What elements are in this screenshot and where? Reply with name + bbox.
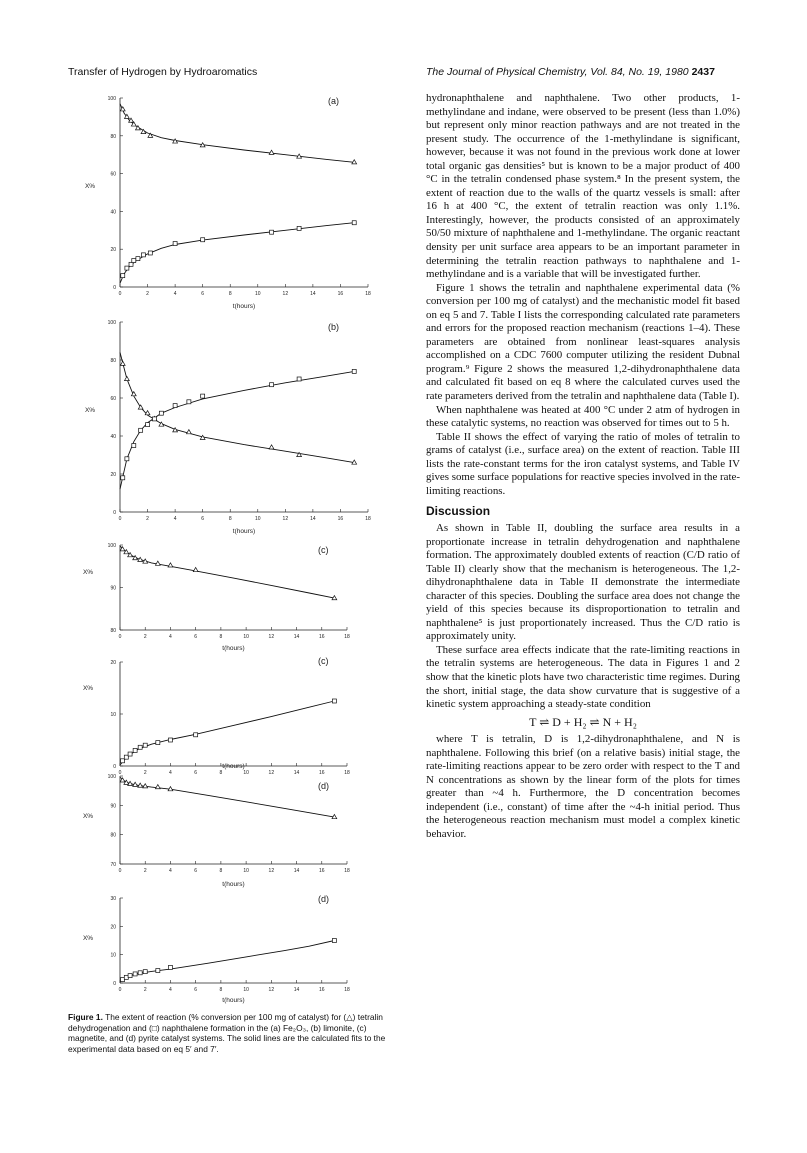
tetralin-point (124, 376, 129, 380)
x-tick-label: 8 (219, 868, 223, 874)
x-tick-label: 8 (219, 770, 223, 776)
paragraph-6: These surface area effects indicate that the rate-limiting reactions in the tetralin systems are heterogeneous. The data in Figures 1 and 2 show that the kinetic plots have two characteristic time regimes. During the short, initial stage, the data show curvature that is suggestive of a kinetic system approaching a steady-state condition (426, 643, 740, 711)
x-tick-label: 0 (118, 516, 122, 522)
naphthalene-point (133, 972, 137, 976)
tetralin-point (186, 430, 191, 434)
x-tick-label: 8 (228, 291, 232, 297)
fit-line-square (120, 371, 354, 489)
panel-label: (d) (318, 894, 329, 904)
x-tick-label: 18 (344, 634, 350, 640)
x-tick-label: 2 (143, 634, 147, 640)
naphthalene-point (332, 699, 336, 703)
y-tick-label: 100 (107, 543, 116, 549)
x-tick-label: 4 (169, 770, 172, 776)
chart-panel-3 (83, 543, 350, 652)
section-heading-discussion: Discussion (426, 504, 491, 519)
x-tick-label: 6 (194, 868, 198, 874)
naphthalene-point (121, 759, 125, 763)
naphthalene-point (332, 939, 336, 943)
x-tick-label: 12 (282, 291, 289, 297)
x-tick-label: 10 (243, 987, 249, 993)
naphthalene-point (168, 738, 172, 742)
x-tick-label: 14 (293, 770, 300, 776)
y-tick-label: 10 (110, 952, 116, 959)
naphthalene-point (152, 417, 156, 421)
tetralin-point (269, 150, 274, 154)
x-tick-label: 16 (318, 770, 325, 776)
naphthalene-point (168, 965, 172, 969)
paragraph-4: Table II shows the effect of varying the ratio of moles of tetralin to grams of catalyst (i.e., surface area) on the extent of reaction. Table III lists the rate-constant terms for the iron catalyst systems, and Table IV gives some surface populations for reactive species involved in the rate-limiting reactions. (426, 430, 740, 497)
y-axis-title: X% (82, 685, 94, 692)
naphthalene-point (187, 400, 191, 404)
naphthalene-point (194, 733, 198, 737)
y-tick-label: 20 (110, 660, 116, 666)
x-tick-label: 6 (201, 291, 205, 297)
naphthalene-point (270, 230, 274, 234)
naphthalene-point (201, 238, 205, 242)
x-tick-label: 16 (318, 634, 325, 640)
naphthalene-point (138, 745, 142, 749)
x-tick-label: 12 (268, 634, 275, 640)
naphthalene-point (121, 274, 125, 278)
panel-label: (c) (318, 656, 329, 666)
tetralin-point (138, 557, 143, 561)
naphthalene-point (297, 226, 301, 230)
x-tick-label: 14 (310, 516, 316, 522)
tetralin-point (168, 563, 173, 567)
y-tick-label: 100 (107, 320, 116, 326)
y-tick-label: 60 (110, 396, 116, 402)
running-header-left: Transfer of Hydrogen by Hydroaromatics (68, 66, 258, 78)
x-tick-label: 14 (293, 987, 300, 993)
y-tick-label: 30 (110, 896, 116, 902)
y-tick-label: 40 (110, 434, 116, 440)
x-tick-label: 2 (143, 868, 147, 874)
tetralin-point (155, 561, 160, 565)
naphthalene-point (124, 975, 128, 979)
x-tick-label: 12 (268, 770, 275, 776)
y-tick-label: 0 (113, 764, 116, 770)
naphthalene-point (146, 423, 150, 427)
x-axis-title: t(hours) (222, 763, 245, 770)
x-tick-label: 2 (143, 770, 147, 776)
x-tick-label: 12 (268, 868, 275, 874)
naphthalene-point (125, 266, 129, 270)
x-tick-label: 4 (173, 516, 177, 522)
naphthalene-point (125, 457, 129, 461)
y-axis-title: X% (82, 935, 94, 942)
x-tick-label: 16 (318, 987, 325, 993)
tetralin-point (148, 133, 153, 137)
y-tick-label: 60 (110, 171, 116, 178)
chart-panel-1 (85, 96, 371, 310)
x-tick-label: 4 (169, 868, 172, 874)
tetralin-point (155, 785, 160, 789)
x-tick-label: 16 (337, 516, 344, 522)
x-tick-label: 10 (243, 868, 249, 874)
tetralin-point (193, 567, 198, 571)
fit-line-square (120, 701, 334, 765)
y-tick-label: 20 (110, 472, 116, 478)
x-tick-label: 18 (365, 291, 371, 297)
y-tick-label: 70 (110, 862, 116, 868)
y-tick-label: 90 (110, 585, 116, 592)
paragraph-2: Figure 1 shows the tetralin and naphthalene experimental data (% conversion per 100 mg of catalyst) and the mechanistic model fit based on eq 5 and 7. Table I lists the corresponding calculated rate parameters and errors for the proposed reaction mechanism (reactions 1–4). These parameters are obtained from nonlinear least-squares analysis accomplished on a CDC 7600 computer utilizing the resident Dubnal program.⁹ Figure 2 shows the measured 1,2-dihydronaphthalene data and calculated fit based on eq 8 where the calculated curves used the rate parameters derived from the tetralin and naphthalene data (Table I). (426, 281, 740, 403)
page-number: 2437 (691, 66, 715, 78)
fit-line-triangle (120, 352, 354, 462)
fit-line-square (120, 223, 354, 284)
naphthalene-point (139, 428, 143, 432)
x-tick-label: 6 (201, 516, 205, 522)
naphthalene-point (297, 377, 301, 381)
y-tick-label: 100 (107, 96, 116, 102)
figure-label: Figure 1. (68, 1012, 103, 1022)
naphthalene-point (121, 978, 125, 982)
naphthalene-point (138, 971, 142, 975)
x-tick-label: 4 (169, 987, 172, 993)
body-text-column (426, 92, 740, 842)
naphthalene-point (132, 444, 136, 448)
y-axis-title: X% (82, 813, 94, 820)
x-axis-title: t(hours) (222, 881, 245, 888)
x-tick-label: 14 (293, 634, 300, 640)
x-tick-label: 2 (146, 291, 149, 297)
chart-panel-5 (83, 774, 350, 888)
y-tick-label: 80 (110, 133, 116, 140)
x-tick-label: 12 (282, 516, 289, 522)
x-tick-label: 14 (293, 868, 300, 874)
naphthalene-point (173, 404, 177, 408)
naphthalene-point (129, 262, 133, 266)
naphthalene-point (136, 257, 140, 261)
fit-line-triangle (120, 546, 334, 598)
tetralin-point (120, 361, 125, 365)
x-tick-label: 0 (118, 987, 122, 993)
y-axis-title: X% (82, 569, 94, 576)
x-tick-label: 12 (268, 987, 275, 993)
x-tick-label: 6 (194, 987, 198, 993)
naphthalene-point (201, 394, 205, 398)
naphthalene-point (133, 748, 137, 752)
x-tick-label: 16 (337, 291, 344, 297)
panel-label: (d) (318, 781, 329, 791)
x-tick-label: 8 (228, 516, 232, 522)
x-tick-label: 14 (310, 291, 316, 297)
y-tick-label: 90 (110, 803, 116, 810)
naphthalene-point (143, 743, 147, 747)
y-tick-label: 20 (110, 247, 116, 254)
x-tick-label: 10 (243, 770, 249, 776)
paragraph-1: hydronaphthalene and naphthalene. Two other products, 1-methylindane and indane, were observed to be present (less than 1.0%) but represent only minor reaction pathways and are not treated in the present study. The occurrence of the 1-methylindane is significant, however, because it was not found in the previous work done at lower total organic gas densities⁵ but is known to be a major product of 400 °C in the tetralin condensed phase system.⁸ In the present system, the extent of reaction due to the walls of the quartz vessels is small: after 16 h at 400 °C, the extent of tetralin reaction was only 1.1%. Interestingly, however, the products consisted of an approximately 50/50 mixture of naphthalene and 1-methylindane. The organic reactant density per unit surface area appears to be an important parameter in determining the tetralin reaction pathways to naphthalene and 1-methylindane and is a variable that will be investigated further. (426, 92, 740, 281)
x-tick-label: 2 (146, 516, 149, 522)
chart-panel-6 (83, 894, 350, 1004)
y-tick-label: 0 (113, 285, 116, 291)
naphthalene-point (141, 253, 145, 257)
naphthalene-point (156, 969, 160, 973)
fit-line-triangle (120, 777, 334, 817)
y-tick-label: 80 (110, 358, 116, 364)
naphthalene-point (128, 752, 132, 756)
y-tick-label: 0 (113, 510, 116, 516)
x-tick-label: 6 (194, 634, 198, 640)
y-tick-label: 100 (107, 774, 116, 780)
x-tick-label: 18 (344, 868, 350, 874)
naphthalene-point (173, 242, 177, 246)
x-tick-label: 10 (243, 634, 249, 640)
x-tick-label: 16 (318, 868, 325, 874)
panel-label: (a) (328, 96, 339, 106)
x-tick-label: 4 (169, 634, 172, 640)
fit-line-square (120, 941, 334, 983)
x-tick-label: 10 (254, 291, 261, 297)
x-tick-label: 18 (344, 987, 350, 993)
x-tick-label: 8 (219, 987, 223, 993)
x-tick-label: 0 (118, 634, 122, 640)
naphthalene-point (124, 755, 128, 759)
fit-line-triangle (120, 104, 354, 163)
naphthalene-point (156, 741, 160, 745)
y-axis-title: X% (84, 183, 96, 190)
naphthalene-point (148, 251, 152, 255)
naphthalene-point (121, 476, 125, 480)
journal-citation: The Journal of Physical Chemistry, Vol. 84, No. 19, 1980 (426, 66, 689, 78)
chart-panel-2 (85, 320, 371, 535)
panel-label: (b) (328, 322, 339, 332)
x-tick-label: 4 (173, 291, 177, 297)
x-tick-label: 18 (365, 516, 371, 522)
naphthalene-point (352, 369, 356, 373)
naphthalene-point (159, 411, 163, 415)
panel-label: (c) (318, 545, 329, 555)
paragraph-7: where T is tetralin, D is 1,2-dihydronaphthalene, and N is naphthalene. Following this brief (on a relative basis) initial stage, the rate-limiting reactions appear to be zero order with respect to the T and N concentrations as shown by the linear form of the plots for times greater than ~4 h. Furthermore, the D concentration becomes independent (i.e., constant) of time after the ~4-h initial period. Thus the heterogeneous reaction mechanism must model a complex kinetic behavior. (426, 733, 740, 840)
chart-panel-4 (83, 656, 350, 776)
naphthalene-point (143, 970, 147, 974)
naphthalene-point (132, 259, 136, 263)
tetralin-point (120, 107, 125, 111)
y-tick-label: 40 (110, 209, 116, 216)
x-axis-title: t(hours) (222, 645, 245, 652)
y-axis-title: X% (84, 407, 96, 414)
tetralin-point (269, 445, 274, 449)
x-tick-label: 18 (344, 770, 350, 776)
naphthalene-point (352, 221, 356, 225)
y-tick-label: 20 (110, 924, 116, 931)
figure-caption (68, 1012, 390, 1054)
paragraph-5: As shown in Table II, doubling the surface area results in a proportionate increase in tetralin dehydrogenation and naphthalene formation. The approximately doubled extents of reaction (C/D ratio of Table II) clearly show that the mechanism is heterogeneous. The 1,2-dihydronaphthalene data in Table II demonstrate the intermediate character of this species. Doubling the surface area does not change the yield of this species because its disproportionation to tetralin and naphthalene⁵ is just proportionately increased. Thus the C/D ratio is approximately unity. (426, 521, 740, 643)
x-tick-label: 10 (254, 516, 261, 522)
x-axis-title: t(hours) (232, 303, 256, 310)
x-tick-label: 8 (219, 634, 223, 640)
x-tick-label: 2 (143, 987, 147, 993)
naphthalene-point (270, 383, 274, 387)
figure-caption-text: The extent of reaction (% conversion per 100 mg of catalyst) for (△) tetralin dehydrogenation and (□) naphthalene formation in the (a) Fe₂O₃, (b) limonite, (c) magnetite, and (d) pyrite catalyst systems. The solid lines are the calculated fits to the experimental data based on eq 5′ and 7′. (68, 1012, 386, 1054)
reaction-equation: T ⇌ D + H₂ ⇌ N + H₂ (529, 714, 637, 729)
naphthalene-point (128, 974, 132, 978)
x-tick-label: 6 (194, 770, 198, 776)
y-tick-label: 0 (113, 981, 116, 987)
x-tick-label: 0 (118, 868, 122, 874)
x-axis-title: t(hours) (232, 528, 256, 535)
y-tick-label: 10 (110, 712, 116, 718)
x-tick-label: 0 (118, 770, 122, 776)
paragraph-3: When naphthalene was heated at 400 °C under 2 atm of hydrogen in these catalytic systems, no reaction was observed for times out to 5 h. (426, 403, 740, 430)
x-axis-title: t(hours) (222, 997, 245, 1004)
y-tick-label: 80 (110, 832, 116, 839)
x-tick-label: 0 (118, 291, 122, 297)
y-tick-label: 80 (110, 628, 116, 634)
